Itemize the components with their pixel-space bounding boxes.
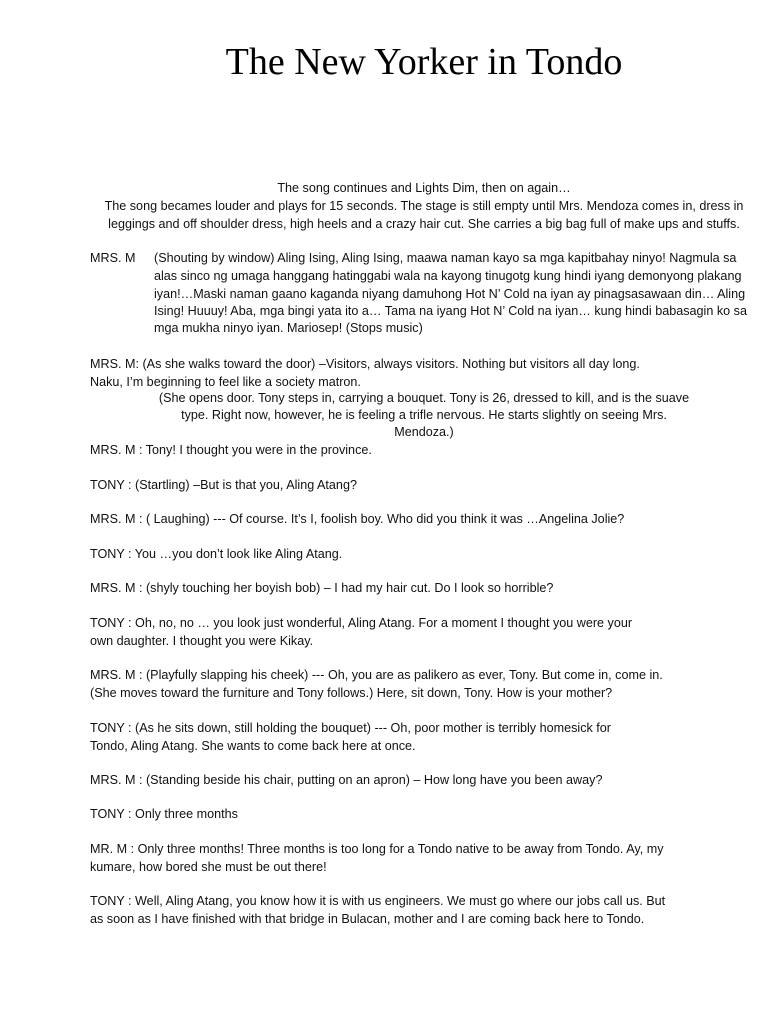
speaker-label: MRS. M xyxy=(90,251,136,265)
dialogue-line: MRS. M : (Playfully slapping his cheek) --- Oh, you are as palikero as ever, Tony. But come in, come in. xyxy=(90,668,663,682)
dialogue-line: iyan!…Maski naman gaano kaganda niyang damuhong Hot N’ Cold na iyan ay pinagsasawaan din… Aling xyxy=(154,287,746,301)
dialogue-line: Naku, I’m beginning to feel like a society matron. xyxy=(90,375,361,389)
dialogue-line: TONY : Well, Aling Atang, you know how it is with us engineers. We must go where our jobs call us. But xyxy=(90,894,666,908)
dialogue-line: (She moves toward the furniture and Tony follows.) Here, sit down, Tony. How is your mother? xyxy=(90,686,613,700)
dialogue-line: MRS. M : (shyly touching her boyish bob) – I had my hair cut. Do I look so horrible? xyxy=(90,581,554,595)
dialogue-line: MRS. M : (Standing beside his chair, putting on an apron) – How long have you been away? xyxy=(90,773,603,787)
dialogue-line: TONY : (As he sits down, still holding the bouquet) --- Oh, poor mother is terribly homesick for xyxy=(90,721,611,735)
dialogue-line: TONY : Oh, no, no … you look just wonderful, Aling Atang. For a moment I thought you were your xyxy=(90,616,633,630)
dialogue-line: TONY : Only three months xyxy=(90,807,238,821)
dialogue-line: MRS. M : ( Laughing) --- Of course. It’s I, foolish boy. Who did you think it was …Angelina Jolie? xyxy=(90,512,625,526)
stage-direction-line: type. Right now, however, he is feeling a trifle nervous. He starts slightly on seeing Mrs. xyxy=(181,408,667,422)
dialogue-line: Ising! Huuuy! Aba, mga bingi yata ito a… Tama na iyang Hot N’ Cold na iyan… kung hindi babasagin ko sa xyxy=(154,304,747,318)
dialogue-line: as soon as I have finished with that bridge in Bulacan, mother and I are coming back here to Tondo. xyxy=(90,912,645,926)
dialogue-line: MRS. M : Tony! I thought you were in the province. xyxy=(90,443,372,457)
stage-direction-line: The song continues and Lights Dim, then on again… xyxy=(277,181,571,195)
page-title: The New Yorker in Tondo xyxy=(225,41,623,83)
dialogue-line: Tondo, Aling Atang. She wants to come back here at once. xyxy=(90,739,416,753)
dialogue-line: mga mukha ninyo iyan. Mariosep! (Stops music) xyxy=(154,321,423,335)
dialogue-line: MRS. M: (As she walks toward the door) –Visitors, always visitors. Nothing but visitors all day long. xyxy=(90,357,640,371)
dialogue-line: kumare, how bored she must be out there! xyxy=(90,860,327,874)
stage-direction-line: The song becames louder and plays for 15 seconds. The stage is still empty until Mrs. Mendoza comes in, dress in xyxy=(104,199,744,213)
stage-direction-line: Mendoza.) xyxy=(394,425,454,439)
dialogue-line: (Shouting by window) Aling Ising, Aling Ising, maawa naman kayo sa mga kapitbahay ninyo! Nagmula sa xyxy=(154,251,737,265)
dialogue-line: MR. M : Only three months! Three months is too long for a Tondo native to be away from Tondo. Ay, my xyxy=(90,842,664,856)
dialogue-line: TONY : (Startling) –But is that you, Aling Atang? xyxy=(90,478,357,492)
dialogue-line: own daughter. I thought you were Kikay. xyxy=(90,634,314,648)
stage-direction-line: leggings and off shoulder dress, high heels and a crazy hair cut. She carries a big bag full of make ups and stuffs. xyxy=(108,217,740,231)
dialogue-line: TONY : You …you don’t look like Aling Atang. xyxy=(90,547,343,561)
dialogue-line: alas sinco ng umaga hanggang hatinggabi wala na kayong tinugotg kung hindi iyang demonyong plakang xyxy=(154,269,742,283)
stage-direction-line: (She opens door. Tony steps in, carrying a bouquet. Tony is 26, dressed to kill, and is the suave xyxy=(158,391,690,405)
